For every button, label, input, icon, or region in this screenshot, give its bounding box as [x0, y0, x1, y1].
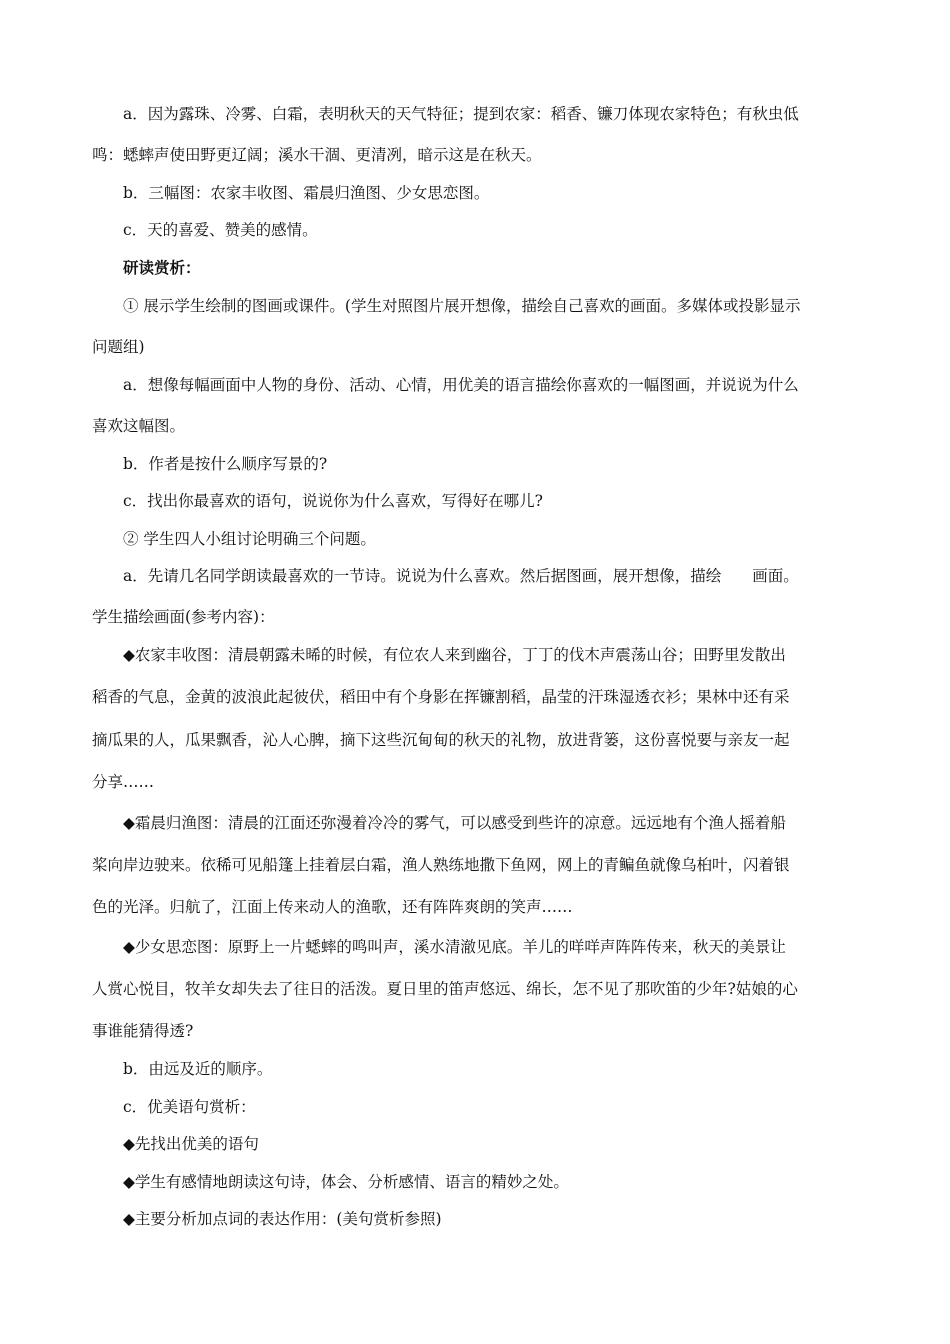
paragraph-scene-1-cont-1: 稻香的气息，金黄的波浪此起彼伏，稻田中有个身影在挥镰割稻，晶莹的汗珠湿透衣衫；果林中还有采	[92, 688, 790, 706]
bullet-analyze-words: ◆主要分析加点词的表达作用：(美句赏析参照)	[123, 1210, 442, 1228]
paragraph-answer-c2: c．优美语句赏析：	[123, 1098, 256, 1116]
paragraph-answer-c: c．天的喜爱、赞美的感情。	[123, 221, 318, 239]
paragraph-task-a: a．先请几名同学朗读最喜欢的一节诗。说说为什么喜欢。然后据图画，展开想像，描绘 画面。	[123, 567, 799, 585]
paragraph-question-a: a．想像每幅画面中人物的身份、活动、心情，用优美的语言描绘你喜欢的一幅图画，并说说为什么	[123, 376, 799, 394]
paragraph-question-b: b．作者是按什么顺序写景的?	[123, 455, 328, 473]
paragraph-scene-1-cont-2: 摘瓜果的人，瓜果飘香，沁人心脾，摘下这些沉甸甸的秋天的礼物，放进背篓，这份喜悦要与亲友一起	[92, 731, 790, 749]
section-heading: 研读赏析：	[123, 258, 201, 277]
paragraph-task-a-cont: 学生描绘画面(参考内容)：	[92, 608, 275, 626]
bullet-find-sentences: ◆先找出优美的语句	[123, 1135, 259, 1153]
paragraph-question-a-cont: 喜欢这幅图。	[92, 417, 186, 435]
paragraph-scene-1-cont-3: 分享……	[92, 773, 155, 791]
paragraph-scene-2-cont-1: 桨向岸边驶来。依稀可见船篷上挂着层白霜，渔人熟练地撒下鱼网，网上的青鳊鱼就像乌桕叶，闪着银	[92, 856, 790, 874]
paragraph-answer-a-cont: 鸣：蟋蟀声使田野更辽阔；溪水干涸、更清冽，暗示这是在秋天。	[92, 146, 542, 164]
paragraph-step-1-cont: 问题组)	[92, 338, 145, 356]
paragraph-answer-b: b．三幅图：农家丰收图、霜晨归渔图、少女思恋图。	[123, 184, 490, 202]
paragraph-step-1: ① 展示学生绘制的图画或课件。(学生对照图片展开想像，描绘自己喜欢的画面。多媒体或投影显示	[123, 297, 801, 315]
paragraph-answer-b2: b．由远及近的顺序。	[123, 1060, 273, 1078]
paragraph-scene-3-cont-2: 事谁能猜得透?	[92, 1022, 194, 1040]
paragraph-question-c: c．找出你最喜欢的语句，说说你为什么喜欢，写得好在哪儿?	[123, 492, 543, 510]
paragraph-scene-1: ◆农家丰收图：清晨朝露未晞的时候，有位农人来到幽谷，丁丁的伐木声震荡山谷；田野里发散出	[123, 646, 786, 664]
bullet-read-aloud: ◆学生有感情地朗读这句诗，体会、分析感情、语言的精妙之处。	[123, 1173, 569, 1191]
paragraph-scene-2: ◆霜晨归渔图：清晨的江面还弥漫着冷冷的雾气，可以感受到些许的凉意。远远地有个渔人摇着船	[123, 814, 786, 832]
paragraph-step-2: ② 学生四人小组讨论明确三个问题。	[123, 530, 376, 548]
paragraph-scene-2-cont-2: 色的光泽。归航了，江面上传来动人的渔歌，还有阵阵爽朗的笑声……	[92, 898, 573, 916]
paragraph-scene-3: ◆少女思恋图：原野上一片蟋蟀的鸣叫声，溪水清澈见底。羊儿的咩咩声阵阵传来，秋天的美景让	[123, 938, 786, 956]
paragraph-scene-3-cont-1: 人赏心悦目，牧羊女却失去了往日的活泼。夏日里的笛声悠远、绵长，怎不见了那吹笛的少年?姑娘的心	[92, 980, 798, 998]
paragraph-answer-a: a．因为露珠、冷雾、白霜，表明秋天的天气特征；提到农家：稻香、镰刀体现农家特色；有秋虫低	[123, 105, 799, 123]
